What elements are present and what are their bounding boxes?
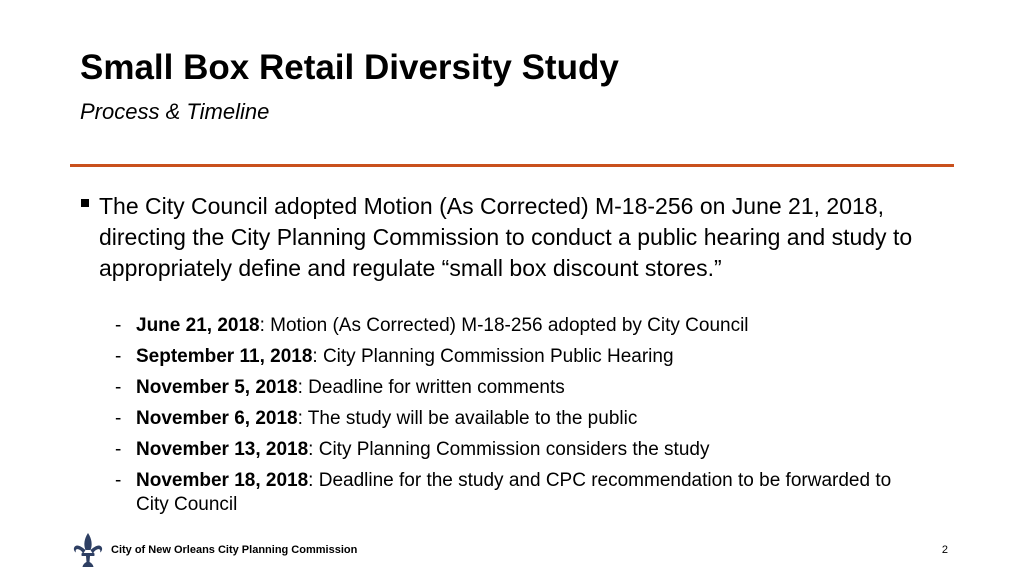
timeline-item — [113, 407, 893, 431]
timeline-item — [113, 469, 893, 517]
dash-marker: - — [115, 346, 122, 367]
fleur-de-lis-icon — [72, 532, 104, 568]
timeline-item — [113, 438, 893, 462]
slide-subtitle: Process & Timeline — [80, 99, 270, 124]
timeline-date: November 5, 2018 — [136, 377, 298, 398]
square-bullet-icon — [81, 199, 89, 207]
dash-marker: - — [115, 315, 122, 336]
dash-marker: - — [115, 377, 122, 398]
timeline-date: June 21, 2018 — [136, 315, 260, 336]
dash-marker: - — [115, 470, 122, 491]
timeline-description: : Deadline for written comments — [297, 377, 565, 398]
slide-title: Small Box Retail Diversity Study — [80, 48, 619, 87]
timeline-date: November 13, 2018 — [136, 439, 309, 460]
timeline-description: : City Planning Commission Public Hearing — [312, 346, 674, 367]
timeline-item — [113, 314, 893, 338]
timeline-date: November 6, 2018 — [136, 408, 298, 429]
timeline-description: : Deadline for the study and CPC recommendation to be forwarded to City Council — [136, 470, 892, 515]
timeline-description: : The study will be available to the public — [297, 408, 638, 429]
dash-marker: - — [115, 439, 122, 460]
timeline-list — [113, 314, 893, 524]
title-divider — [70, 164, 954, 167]
main-bullet-text: The City Council adopted Motion (As Corrected) M-18-256 on June 21, 2018, directing the City Planning Commission to conduct a public hearing and study to appropriately define and regulate “small box discount stores.” — [99, 193, 913, 281]
timeline-date: September 11, 2018 — [136, 346, 313, 367]
dash-marker: - — [115, 408, 122, 429]
timeline-item — [113, 345, 893, 369]
footer-organization: City of New Orleans City Planning Commission — [111, 544, 358, 556]
timeline-item — [113, 376, 893, 400]
timeline-description: : Motion (As Corrected) M-18-256 adopted by City Council — [259, 315, 749, 336]
timeline-description: : City Planning Commission considers the study — [308, 439, 710, 460]
timeline-date: November 18, 2018 — [136, 470, 309, 491]
page-number: 2 — [941, 544, 948, 556]
